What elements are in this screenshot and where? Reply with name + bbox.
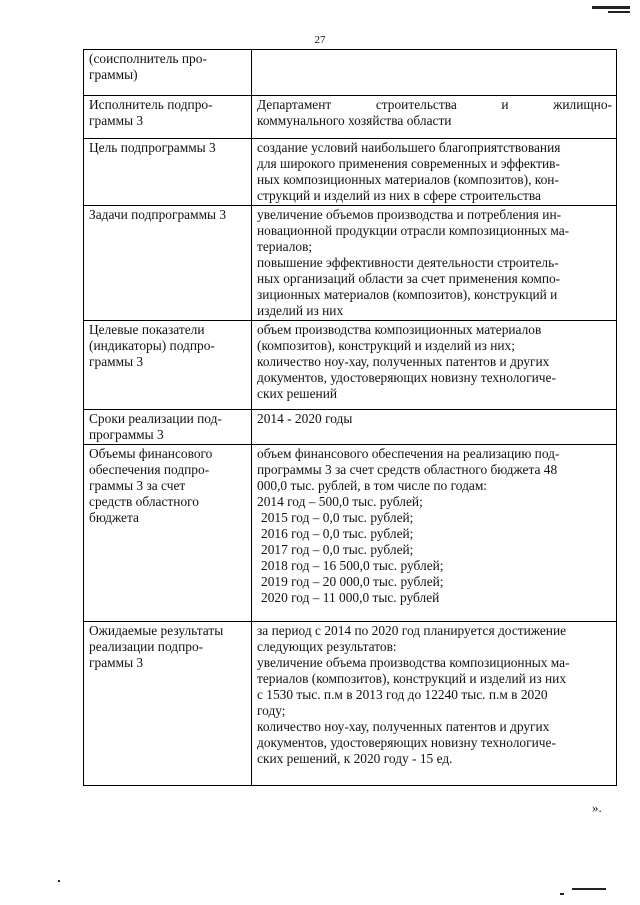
row-label-line: бюджета [89,510,139,525]
row-value-cell [252,139,617,206]
row-value-line: для широкого применения современных и эффектив- [257,156,560,171]
table-row [84,622,617,786]
row-label-line: Целевые показатели [89,322,205,337]
row-value-line: новационной продукции отрасли композиционных ма- [257,223,570,238]
row-value-line: струкций и изделий из них в сфере строительства [257,188,541,203]
row-value-line: объем производства композиционных материалов [257,322,542,337]
row-value-line: 2014 год – 500,0 тыс. рублей; [257,494,423,509]
row-value-line: 2018 год – 16 500,0 тыс. рублей; [261,558,444,573]
row-label-line: граммы 3 за счет [89,478,186,493]
row-value-cell [252,445,617,622]
row-label-cell [84,50,252,96]
row-value-line: 2015 год – 0,0 тыс. рублей; [261,510,414,525]
table-row [84,206,617,321]
scan-artifact [560,893,564,895]
row-value-line: 000,0 тыс. рублей, в том числе по годам: [257,478,488,493]
row-value-cell [252,410,617,445]
table-row [84,445,617,622]
closing-quote-mark: ». [592,800,602,815]
row-label-line: средств областного [89,494,199,509]
row-value-line: создание условий наибольшего благоприятствования [257,140,561,155]
row-value-line: 2020 год – 11 000,0 тыс. рублей [261,590,440,605]
row-label-line: граммы 3 [89,655,144,670]
table-row [84,50,617,96]
row-label-cell [84,96,252,139]
row-value-line: Департамент строительства и жилищно- [257,97,612,112]
table-row [84,96,617,139]
scan-artifact [592,6,630,9]
row-value-line: количество ноу-хау, полученных патентов и других [257,719,550,734]
row-value-line: году; [257,703,286,718]
row-value-line: 2016 год – 0,0 тыс. рублей; [261,526,414,541]
row-label-line: граммы 3 [89,354,144,369]
row-label-line: Исполнитель подпро- [89,97,213,112]
row-label-line: (соисполнитель про- [89,51,207,66]
row-value-cell [252,96,617,139]
row-value-cell [252,50,617,96]
scan-artifact [572,888,606,890]
scan-artifact [58,880,60,882]
row-value-line: 2017 год – 0,0 тыс. рублей; [261,542,414,557]
row-label-cell [84,321,252,410]
scan-artifact [608,11,630,13]
row-value-line: с 1530 тыс. п.м в 2013 год до 12240 тыс. п.м в 2020 [257,687,548,702]
row-value-line: териалов; [257,239,313,254]
row-label-line: Сроки реализации под- [89,411,222,426]
row-value-line: ских решений, к 2020 году - 15 ед. [257,751,453,766]
table-row [84,139,617,206]
row-label-line: Задачи подпрограммы 3 [89,207,227,222]
row-value-line: документов, удостоверяющих новизну технологиче- [257,370,556,385]
row-value-cell [252,321,617,410]
row-value-line: 2014 - 2020 годы [257,411,353,426]
row-label-line: граммы 3 [89,113,144,128]
row-label-line: реализации подпро- [89,639,204,654]
table-row [84,321,617,410]
row-value-line: документов, удостоверяющих новизну технологиче- [257,735,556,750]
row-label-cell [84,622,252,786]
row-label-line: (индикаторы) подпро- [89,338,215,353]
row-value-line: териалов (композитов), конструкций и изделий из них [257,671,567,686]
row-label-line: Цель подпрограммы 3 [89,140,216,155]
table-row [84,410,617,445]
row-label-line: программы 3 [89,427,164,442]
row-value-line: коммунального хозяйства области [257,113,452,128]
page-number: 27 [314,34,326,46]
row-value-line: ных организаций области за счет применения компо- [257,271,561,286]
row-value-line: за период с 2014 по 2020 год планируется достижение [257,623,567,638]
row-value-line: (композитов), конструкций и изделий из них; [257,338,515,353]
row-value-cell [252,622,617,786]
row-value-line: количество ноу-хау, полученных патентов и других [257,354,550,369]
row-value-cell [252,206,617,321]
row-label-line: Ожидаемые результаты [89,623,224,638]
row-label-line: граммы) [89,67,138,82]
row-value-line: ных композиционных материалов (композитов), кон- [257,172,559,187]
row-label-cell [84,445,252,622]
row-value-line: следующих результатов: [257,639,397,654]
row-value-line: изделий из них [257,303,344,318]
row-label-line: Объемы финансового [89,446,213,461]
row-value-line: зиционных материалов (композитов), конструкций и [257,287,558,302]
row-value-line: ских решений [257,386,338,401]
row-value-line: 2019 год – 20 000,0 тыс. рублей; [261,574,444,589]
row-label-cell [84,206,252,321]
row-label-cell [84,139,252,206]
row-label-cell [84,410,252,445]
row-label-line: обеспечения подпро- [89,462,210,477]
subprogram-passport-table [83,49,617,786]
row-value-line: увеличение объема производства композиционных ма- [257,655,570,670]
row-value-line: программы 3 за счет средств областного бюджета 48 [257,462,558,477]
row-value-line: объем финансового обеспечения на реализацию под- [257,446,560,461]
row-value-line: увеличение объемов производства и потребления ин- [257,207,562,222]
row-value-line: повышение эффективности деятельности строитель- [257,255,559,270]
